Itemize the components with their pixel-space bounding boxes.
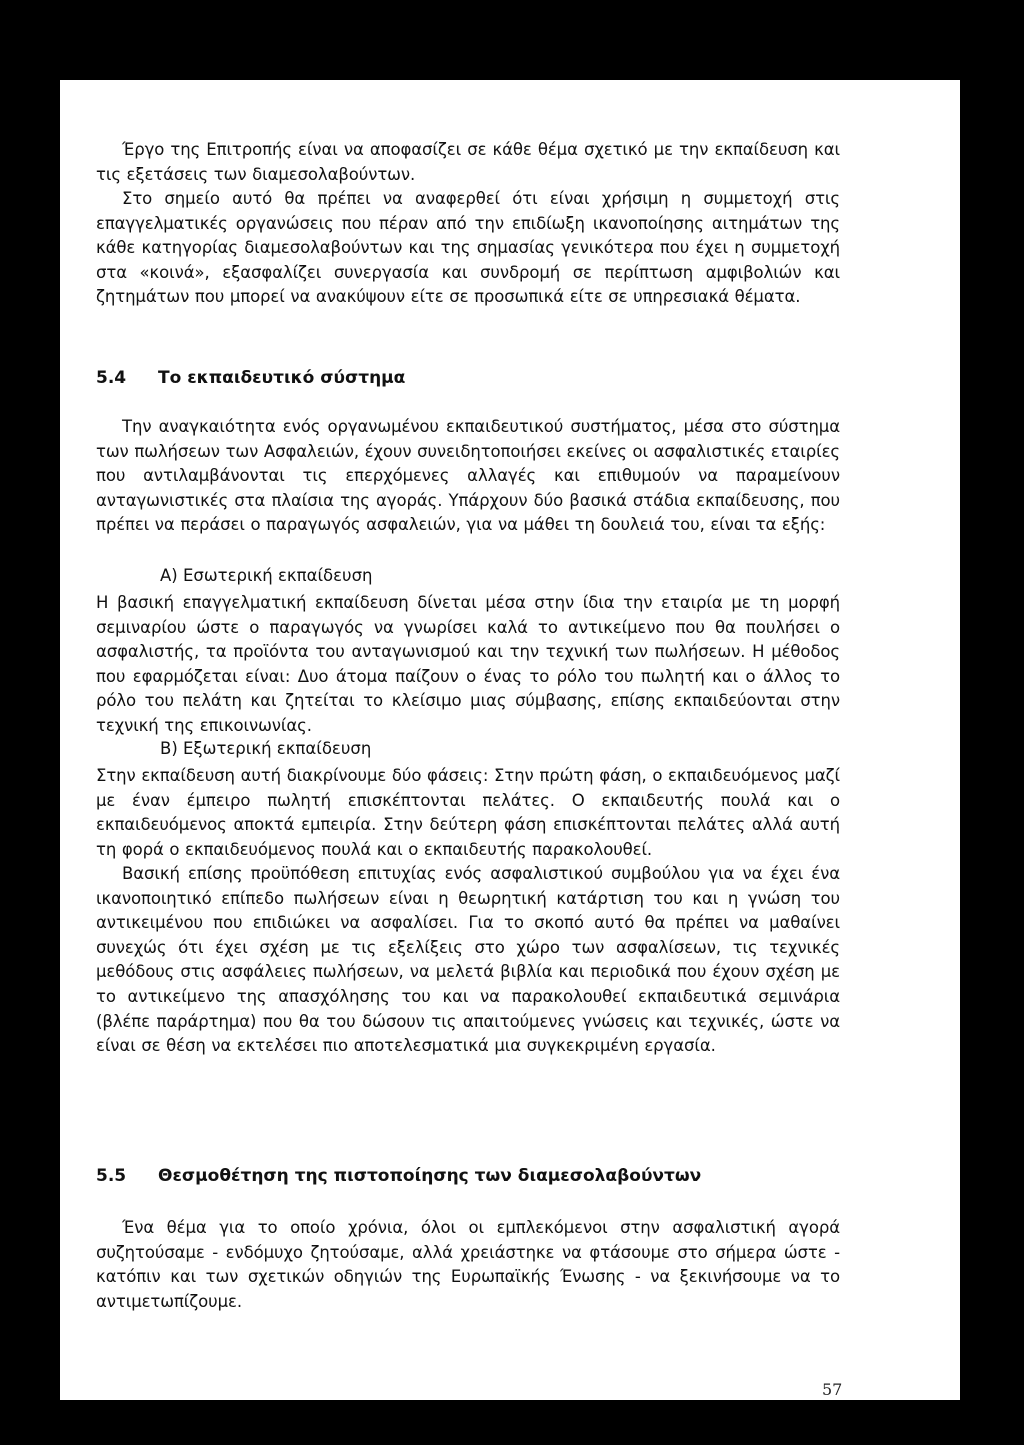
page-number: 57: [822, 1380, 843, 1399]
subheading-external-training: Β) Εξωτερική εκπαίδευση: [160, 739, 372, 758]
paragraph-professional-organizations: Στο σημείο αυτό θα πρέπει να αναφερθεί ότι είναι χρήσιμη η συμμετοχή στις επαγγελματικές οργανώσεις που πέραν από την επιδίωξη ικανοποίησης αιτημάτων της κάθε κατηγορίας διαμεσολαβούντων και της σημασίας γενικότερα που έχει η συμμετοχή στα «κοινά», εξασφαλίζει συνεργασία και συνδρομή σε περίπτωση αμφιβολιών και ζητημάτων που μπορεί να ανακύψουν είτε σε προσωπικά είτε σε υπηρεσιακά θέματα.: [96, 189, 840, 307]
section-title: Θεσμοθέτηση της πιστοποίησης των διαμεσολαβούντων: [158, 1166, 702, 1186]
section-number: 5.5: [96, 1166, 127, 1186]
subheading-internal-training: Α) Εσωτερική εκπαίδευση: [160, 566, 373, 585]
section-number: 5.4: [96, 368, 127, 388]
section-title: Το εκπαιδευτικό σύστημα: [158, 368, 406, 388]
paragraph-certification: Ένα θέμα για το οποίο χρόνια, όλοι οι εμπλεκόμενοι στην ασφαλιστική αγορά συζητούσαμε - ενδόμυχο ζητούσαμε, αλλά χρειάστηκε να φτάσουμε στο σήμερα ώστε - κατόπιν και των σχετικών οδηγιών της Ευρωπαϊκής Ένωσης - να ξεκινήσουμε να το αντιμετωπίζουμε.: [96, 1218, 840, 1311]
section-heading-5-4: [96, 368, 405, 388]
paragraph-theoretical-training: Βασική επίσης προϋπόθεση επιτυχίας ενός ασφαλιστικού συμβούλου για να έχει ένα ικανοποιητικό επίπεδο πωλήσεων είναι η θεωρητική κατάρτιση του και η γνώση του αντικειμένου που επιδιώκει να ασφαλίσει. Για το σκοπό αυτό θα πρέπει να μαθαίνει συνεχώς ότι έχει σχέση με τις εξελίξεις στο χώρο των ασφαλίσεων, τις τεχνικές μεθόδους στις ασφάλειες πωλήσεων, να μελετά βιβλία και περιοδικά που έχουν σχέση με το αντικείμενο της απασχόλησης του και να παρακολουθεί εκπαιδευτικά σεμινάρια (βλέπε παράρτημα) που θα του δώσουν τις απαιτούμενες γνώσεις και τεχνικές, ώστε να είναι σε θέση να εκτελέσει πιο αποτελεσματικά μια συγκεκριμένη εργασία.: [96, 864, 840, 1056]
section-heading-5-5: [96, 1166, 701, 1186]
paragraph-external-training: Στην εκπαίδευση αυτή διακρίνουμε δύο φάσεις: Στην πρώτη φάση, ο εκπαιδευόμενος μαζί με έναν έμπειρο πωλητή επισκέπτονται πελάτες. Ο εκπαιδευτής πουλά και ο εκπαιδευόμενος αποκτά εμπειρία. Στην δεύτερη φάση επισκέπτονται πελάτες αλλά αυτή τη φορά ο εκπαιδευόμενος πουλά και ο εκπαιδευτής παρακολουθεί.: [96, 766, 840, 859]
paragraph-training-system: Την αναγκαιότητα ενός οργανωμένου εκπαιδευτικού συστήματος, μέσα στο σύστημα των πωλήσεων των Ασφαλειών, έχουν συνειδητοποιήσει εκείνες οι ασφαλιστικές εταιρίες που αντιλαμβάνονται τις επερχόμενες αλλαγές και επιθυμούν να παραμείνουν ανταγωνιστικές στα πλαίσια της αγοράς. Υπάρχουν δύο βασικά στάδια εκπαίδευσης, που πρέπει να περάσει ο παραγωγός ασφαλειών, για να μάθει τη δουλειά του, είναι τα εξής:: [96, 417, 840, 535]
paragraph-internal-training: Η βασική επαγγελματική εκπαίδευση δίνεται μέσα στην ίδια την εταιρία με τη μορφή σεμιναρίου ώστε ο παραγωγός να γνωρίσει καλά το αντικείμενο που θα πουλήσει ο ασφαλιστής, τα προϊόντα του ανταγωνισμού και την τεχνική των πωλήσεων. Η μέθοδος που εφαρμόζεται είναι: Δυο άτομα παίζουν ο ένας το ρόλο του πωλητή και ο άλλος το ρόλο του πελάτη και ζητείται το κλείσιμο μιας σύμβασης, επίσης εκπαιδεύονται στην τεχνική της επικοινωνίας.: [96, 593, 840, 735]
paragraph-committee-role: Έργο της Επιτροπής είναι να αποφασίζει σε κάθε θέμα σχετικό με την εκπαίδευση και τις εξετάσεις των διαμεσολαβούντων.: [96, 140, 840, 184]
